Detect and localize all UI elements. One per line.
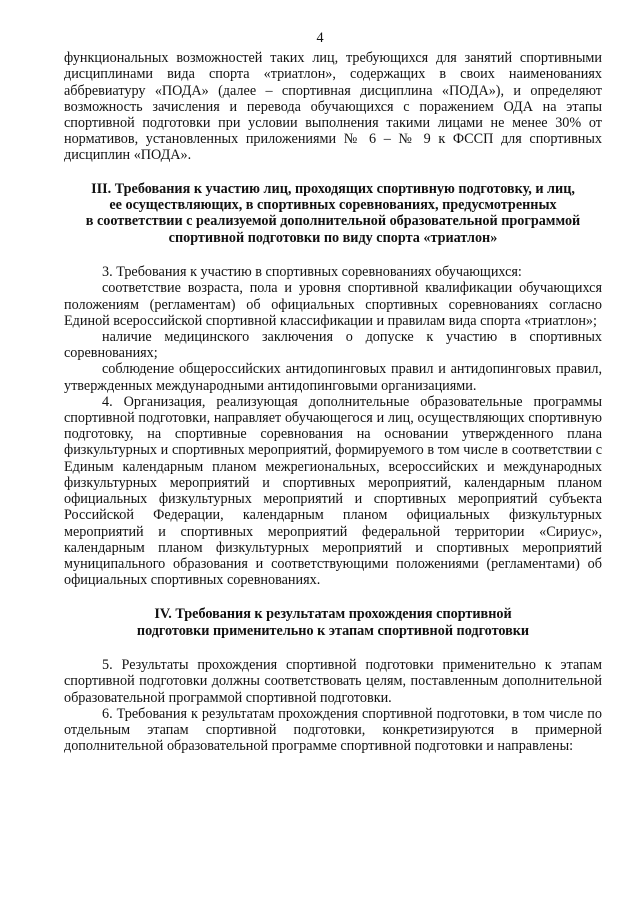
item-6-paragraph: 6. Требования к результатам прохождения спортивной подготовки, в том числе по отдельным этапам спортивной подготовки, конкретизируются в примерной дополнительной образовательной программе спортивной подготовки и направлены: — [64, 705, 602, 755]
section-3-heading-line: ее осуществляющих, в спортивных соревнованиях, предусмотренных — [109, 197, 557, 214]
section-4-heading-line: подготовки применительно к этапам спортивной подготовки — [136, 622, 530, 639]
item-5-paragraph: 5. Результаты прохождения спортивной подготовки применительно к этапам спортивной подготовки должны соответствовать целям, поставленным дополнительной образовательной программой спортивной подготовки. — [64, 657, 602, 706]
item-3-bullet-antidoping: соблюдение общероссийских антидопинговых правил и антидопинговых правил, утвержденных международными антидопинговыми организациями. — [64, 361, 602, 394]
section-4-heading-line: IV. Требования к результатам прохождения спортивной — [154, 606, 512, 623]
section-3-heading-line: спортивной подготовки по виду спорта «триатлон» — [168, 229, 498, 246]
item-4-paragraph: 4. Организация, реализующая дополнительные образовательные программы спортивной подготовки, направляет обучающегося и лиц, осуществляющих спортивную подготовку, на спортивные соревнования на основании утвержденного плана физкультурных и спортивных мероприятий, формируемого в том числе в соответствии с Единым календарным планом межрегиональных, всероссийских и международных физкультурных мероприятий и спортивных мероприятий, календарным планом официальных физкультурных мероприятий и спортивных мероприятий субъекта Российской Федерации, календарным планом официальных физкультурных мероприятий и спортивных мероприятий федеральной территории «Сириус», календарным планом физкультурных мероприятий и спортивных мероприятий муниципального образования и соответствующими положениями (регламентами) об официальных спортивных соревнованиях. — [64, 393, 602, 589]
page-number: 4 — [316, 30, 324, 46]
item-3-bullet-age-sex-qualification: соответствие возраста, пола и уровня спортивной квалификации обучающихся положениям (регламентам) об официальных спортивных соревнованиях согласно Единой всероссийской спортивной классификации и правилам вида спорта «триатлон»; — [64, 280, 602, 329]
item-3-bullet-medical-certificate: наличие медицинского заключения о допуске к участию в спортивных соревнованиях; — [64, 329, 602, 362]
section-3-heading — [64, 181, 602, 247]
section-3-heading-line: в соответствии с реализуемой дополнительной образовательной программой — [85, 213, 581, 230]
item-3-heading: 3. Требования к участию в спортивных соревнованиях обучающихся: — [102, 264, 522, 281]
intro-paragraph: функциональных возможностей таких лиц, требующихся для занятий спортивными дисциплинами вида спорта «триатлон», содержащих в своих наименованиях аббревиатуру «ПОДА» (далее – спортивная дисциплина «ПОДА»), и определяют возможность зачисления и перевода обучающихся с поражением ОДА на этапы спортивной подготовки при условии выполнения такими лицами не менее 30% от нормативов, установленных приложениями № 6 – № 9 к ФССП для спортивных дисциплин «ПОДА». — [64, 50, 602, 164]
section-4-heading — [64, 606, 602, 639]
section-3-heading-line: III. Требования к участию лиц, проходящих спортивную подготовку, и лиц, — [91, 180, 575, 197]
